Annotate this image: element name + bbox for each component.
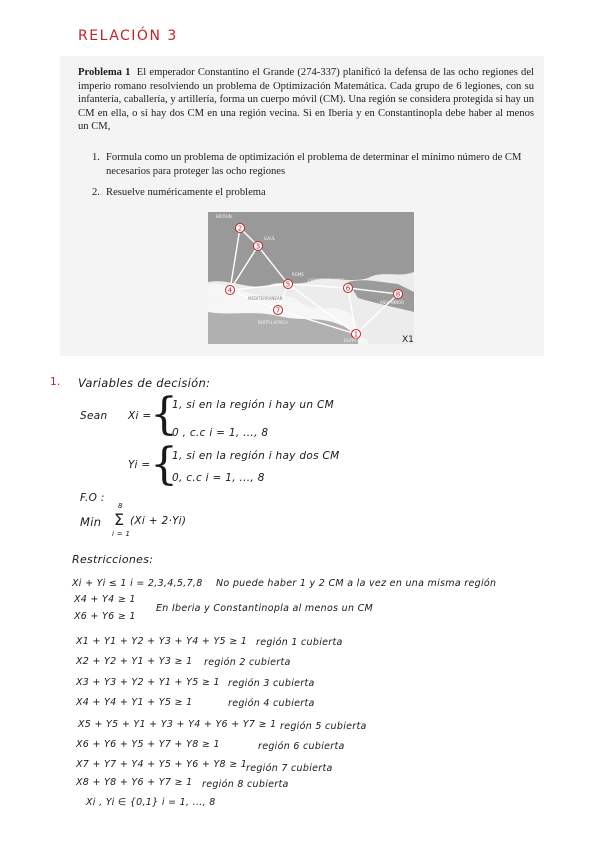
map-label: BRITAIN [216,214,232,219]
y-case-2: 0, c.c i = 1, ..., 8 [172,472,265,484]
solution-number: 1. [50,376,61,388]
y-brace: { [150,439,178,490]
map-label: ASIA MINOR [380,300,405,305]
item-text: Formula como un problema de optimización el problema de determinar el mínimo número de CM necesarios para proteger las ocho regiones [106,152,522,177]
item-number: 1. [92,152,100,163]
problem-item [92,186,532,200]
fo-label: F.O : [80,492,105,504]
sum-symbol: Σ [114,510,125,529]
map-node: 6 [345,284,351,293]
restriction-iberia: X4 + Y4 ≥ 1 [74,594,136,605]
cover-note: región 5 cubierta [280,721,367,732]
cover-note: región 1 cubierta [256,637,343,648]
cover-note: región 6 cubierta [258,741,345,752]
map-label: ROME [292,272,304,277]
cover-row: X7 + Y7 + Y4 + Y5 + Y6 + Y8 ≥ 1 [76,759,248,770]
map-label: EGYPT [344,338,357,343]
x-brace: { [150,389,178,440]
domain-constraint: Xi , Yi ∈ {0,1} i = 1, ..., 8 [86,797,216,808]
restrictions-title: Restricciones: [72,553,154,566]
empire-map [208,212,414,344]
variables-title: Variables de decisión: [78,376,211,390]
cover-note: región 4 cubierta [228,698,315,709]
problem-text: El emperador Constantino el Grande (274-337) planificó la defensa de las ocho regiones del imperio romano resolviendo un problema de Optimización Matemática. Cada grupo de 6 legiones, con su infantería, caballería, y artillería, forma un cuerpo móvil (CM). Una región se considera protegida si hay un CM en ella, o si hay dos CM en una región vecina. Si en Iberia y en Constantinopla debe haber al menos un CM, [78,67,535,133]
cover-row: X2 + Y2 + Y1 + Y3 ≥ 1 [76,656,193,667]
objective-expr: (Xi + 2·Yi) [130,515,187,527]
restriction-single-note: No puede haber 1 y 2 CM a la vez en una misma región [216,578,497,589]
map-label: IBERIA [210,298,224,303]
cover-row: X4 + Y4 + Y1 + Y5 ≥ 1 [76,697,193,708]
cover-row: X5 + Y5 + Y1 + Y3 + Y4 + Y6 + Y7 ≥ 1 [78,719,277,730]
cover-note: región 3 cubierta [228,678,315,689]
cover-row: X3 + Y3 + Y2 + Y1 + Y5 ≥ 1 [76,677,220,688]
item-text: Resuelve numéricamente el problema [106,187,266,199]
map-node: 7 [275,306,281,315]
restriction-iberia-note: En Iberia y Constantinopla al menos un CM [156,603,374,614]
page-heading: RELACIÓN 3 [78,28,178,44]
cover-row: X1 + Y1 + Y2 + Y3 + Y4 + Y5 ≥ 1 [76,636,248,647]
sean-label: Sean [80,410,108,422]
sum-upper: 8 [118,502,123,510]
cover-row: X6 + Y6 + Y5 + Y7 + Y8 ≥ 1 [76,739,220,750]
map-node: 2 [237,224,243,233]
problem-statement [78,66,534,134]
problem-item [92,151,532,178]
x-variable: Xi = [128,410,152,422]
cover-row: X8 + Y8 + Y6 + Y7 ≥ 1 [76,777,193,788]
problem-title: Problema 1 [78,67,131,78]
y-variable: Yi = [128,459,151,471]
map-node: 3 [255,242,261,251]
map-node: 4 [227,286,233,295]
map-corner-label: X1 [402,335,414,344]
problem-items [92,151,532,208]
map-label: GAUL [264,236,275,241]
x-case-1: 1, si en la región i hay un CM [172,399,334,411]
restriction-constantinople: X6 + Y6 ≥ 1 [74,611,136,622]
y-case-1: 1, si en la región i hay dos CM [172,450,340,462]
restriction-single: Xi + Yi ≤ 1 i = 2,3,4,5,7,8 [72,578,203,589]
map-node: 5 [285,280,291,289]
map-label: CONSTANTINOPLE [308,278,345,283]
x-case-2: 0 , c.c i = 1, ..., 8 [172,427,269,439]
cover-note: región 7 cubierta [246,763,333,774]
cover-note: región 8 cubierta [202,779,289,790]
map-label: NORTH AFRICA [258,320,288,325]
sum-lower: i = 1 [112,530,131,538]
map-node: 1 [353,330,359,339]
map-node: 8 [395,290,401,299]
cover-note: región 2 cubierta [204,657,291,668]
item-number: 2. [92,187,100,199]
min-label: Min [80,515,102,529]
map-label: MEDITERRANEAN [248,296,283,301]
